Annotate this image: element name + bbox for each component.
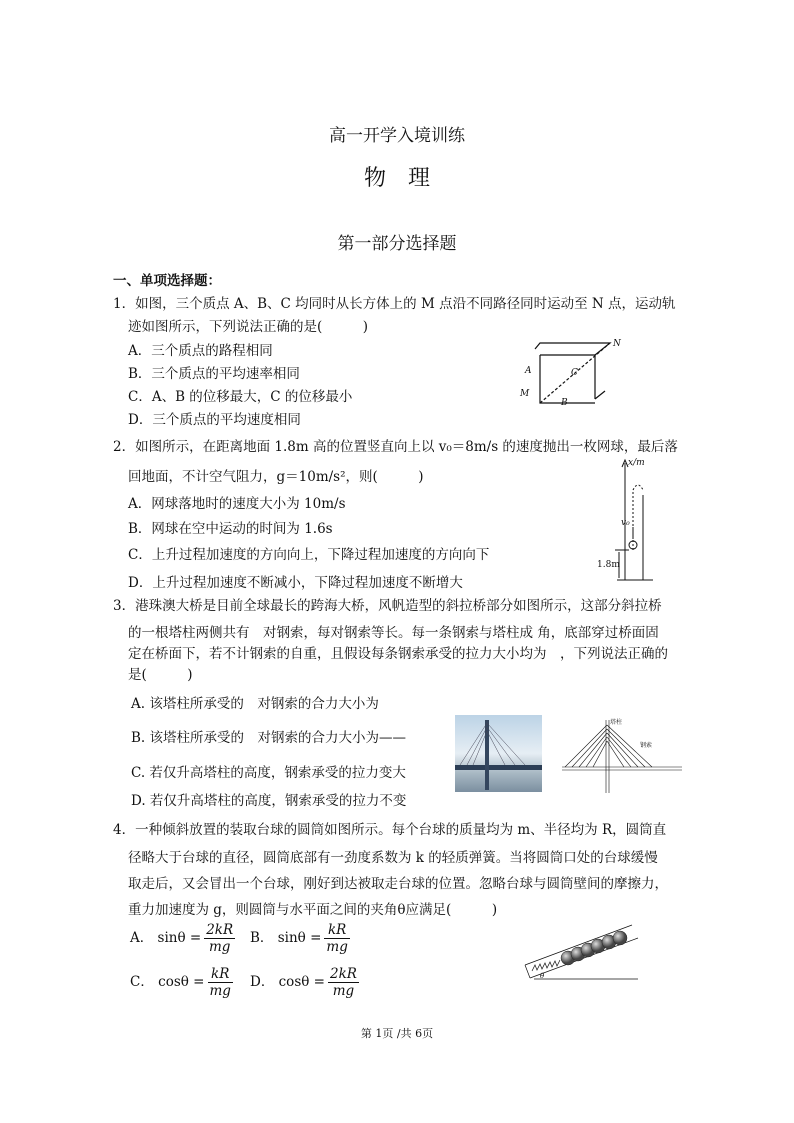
v0-label: v₀ <box>621 518 630 528</box>
cable-label: 钢索 <box>640 742 653 749</box>
label-a: A <box>525 366 532 376</box>
q4-option-a <box>130 922 235 955</box>
q4-option-c <box>130 966 233 999</box>
option-fn: sinθ = <box>157 930 202 946</box>
q3-stem-line: 3．港珠澳大桥是目前全球最长的跨海大桥，风帆造型的斜拉桥部分如图所示，这部分斜拉桥 <box>113 598 662 614</box>
q2-option-a: A．网球落地时的速度大小为 10m/s <box>128 496 346 512</box>
tennis-ball-figure <box>595 455 675 585</box>
q3-stem-line: 定在桥面下，若不计钢索的自重，且假设每条钢索承受的拉力大小均为 ，下列说法正确的 <box>128 646 668 662</box>
q1-stem-line: 1．如图，三个质点 A、B、C 均同时从长方体上的 M 点沿不同路径同时运动至 N 点，运动轨 <box>113 296 676 312</box>
q3-option-d: D. 若仅升高塔柱的高度，钢索承受的拉力不变 <box>131 793 407 809</box>
cable-diagram <box>562 715 682 795</box>
doc-title: 高一开学入境训练 <box>329 126 465 146</box>
q2-option-d: D．上升过程加速度不断减小，下降过程加速度不断增大 <box>128 575 463 591</box>
q1-stem-line: 迹如图所示，下列说法正确的是( ) <box>128 319 369 335</box>
q4-option-d <box>250 966 359 999</box>
option-label: C． <box>130 974 154 990</box>
q4-option-b <box>250 922 350 955</box>
q1-option-c: C．A、B 的位移最大，C 的位移最小 <box>128 389 353 405</box>
cuboid-figure <box>515 335 625 410</box>
q3-option-b: B. 该塔柱所承受的 对钢索的合力大小为—— <box>131 730 407 746</box>
numerator: 2kR <box>206 922 234 938</box>
label-c: C <box>571 368 578 378</box>
denominator: mg <box>209 983 231 999</box>
q3-stem-line: 是( ) <box>128 667 193 683</box>
axis-label: x/m <box>628 458 645 468</box>
theta-label: θ <box>540 972 545 980</box>
numerator: kR <box>208 966 233 983</box>
q1-option-d: D．三个质点的平均速度相同 <box>128 412 301 428</box>
option-label: A． <box>130 930 154 946</box>
option-label: D． <box>250 974 275 990</box>
height-label: 1.8m <box>597 560 620 570</box>
q4-stem-line: 重力加速度为 g，则圆筒与水平面之间的夹角θ应满足( ) <box>128 902 498 918</box>
q2-stem-line: 回地面，不计空气阻力，g＝10m/s²，则( ) <box>128 469 424 485</box>
billiard-tube-figure <box>520 920 650 985</box>
q4-stem-line: 取走后，又会冒出一个台球，刚好到达被取走台球的位置。忽略台球与圆筒壁间的摩擦力， <box>128 876 668 892</box>
q2-option-c: C．上升过程加速度的方向向上，下降过程加速度的方向向下 <box>128 547 490 563</box>
q3-stem-line: 的一根塔柱两侧共有 对钢索，每对钢索等长。每一条钢索与塔柱成 角，底部穿过桥面固 <box>128 625 659 641</box>
option-fn: cosθ = <box>278 974 325 990</box>
label-n: N <box>613 339 621 349</box>
q3-option-a: A. 该塔柱所承受的 对钢索的合力大小为 <box>131 696 379 712</box>
option-fn: sinθ = <box>277 930 322 946</box>
q4-stem-line: 径略大于台球的直径，圆筒底部有一劲度系数为 k 的轻质弹簧。当将圆筒口处的台球缓慢 <box>128 850 658 866</box>
section-heading: 一、单项选择题： <box>113 273 221 289</box>
q2-stem-line: 2．如图所示，在距离地面 1.8m 高的位置竖直向上以 v₀＝8m/s 的速度抛出一枚网球，最后落 <box>113 439 678 455</box>
q4-stem-line: 4．一种倾斜放置的装取台球的圆筒如图所示。每个台球的质量均为 m、半径均为 R，圆筒直 <box>113 822 667 838</box>
label-b: B <box>561 398 568 408</box>
option-fn: cosθ = <box>158 974 205 990</box>
denominator: mg <box>332 983 355 999</box>
numerator: 2kR <box>329 966 357 982</box>
option-label: B． <box>250 930 274 946</box>
q1-option-a: A．三个质点的路程相同 <box>128 343 273 359</box>
q1-option-b: B．三个质点的平均速率相同 <box>128 366 300 382</box>
denominator: mg <box>208 939 231 955</box>
bridge-photo <box>455 715 542 792</box>
label-m: M <box>520 389 530 399</box>
q3-option-c: C. 若仅升高塔柱的高度，钢索承受的拉力变大 <box>131 765 406 781</box>
part-title: 第一部分选择题 <box>337 234 457 254</box>
page-footer: 第 1页 /共 6页 <box>360 1027 434 1040</box>
subject-title: 物 理 <box>363 166 430 191</box>
denominator: mg <box>326 939 348 955</box>
q2-option-b: B．网球在空中运动的时间为 1.6s <box>128 521 333 537</box>
tower-label: 塔柱 <box>610 719 623 726</box>
numerator: kR <box>324 922 349 939</box>
